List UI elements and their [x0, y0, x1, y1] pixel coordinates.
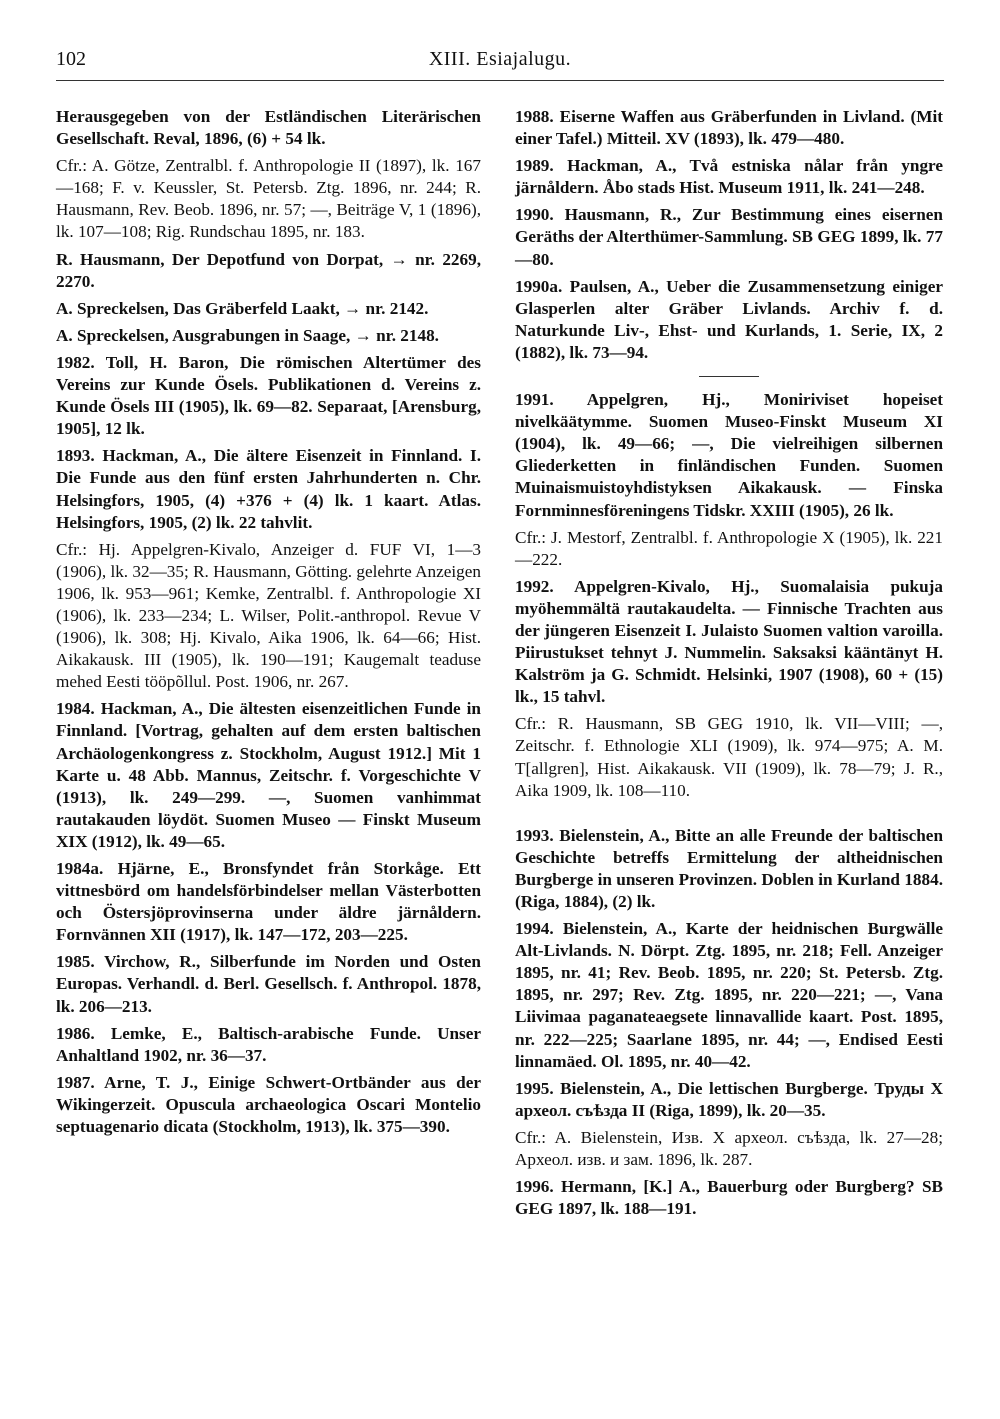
entry-1995: 1995. Bielenstein, A., Die lettischen Burgberge. Труды X археол. съѣзда II (Riga, 1899), lk. 20—35. — [515, 1078, 943, 1120]
entry-1984a: 1984a. Hjärne, E., Bronsfyndet från Storkåge. Ett vittnesbörd om handelsförbindelser mellan Västerbotten och Östersjöprovinserna under äldre järnåldern. Fornvännen XII (1917), lk. 147—172, 203—225. — [56, 859, 481, 945]
entry-1991-review: Cfr.: J. Mestorf, Zentralbl. f. Anthropologie X (1905), lk. 221—222. — [515, 527, 943, 569]
entry-1893-review: Cfr.: Hj. Appelgren-Kivalo, Anzeiger d. FUF VI, 1—3 (1906), lk. 32—35; R. Hausmann, Götting. gelehrte Anzeigen 1906, lk. 953—961; Kemke, Zentralbl. f. Anthropologie XI (1906), lk. 233—234; L. Wilser, Polit.-anthropol. Revue V (1906), lk. 308; Hj. Kivalo, Aika 1906, lk. 64—66; Hist. Aikakausk. III (1905), lk. 190—191; Kaugemalt teaduse mehed Eesti tööpõllul. Post. 1906, nr. 267. — [56, 539, 481, 692]
entry-1989: 1989. Hackman, A., Två estniska nålar från yngre järnåldern. Åbo stads Hist. Museum 1911, lk. 241—248. — [515, 156, 943, 198]
entry-1986: 1986. Lemke, E., Baltisch-arabische Funde. Unser Anhaltland 1902, nr. 36—37. — [56, 1023, 481, 1065]
entry-1982: 1982. Toll, H. Baron, Die römischen Altertümer des Vereins zur Kunde Ösels. Publikationen d. Vereins z. Kunde Ösels III (1905), lk. 69—82. Separaat, [Arensburg, 1905], 12 lk. — [56, 352, 481, 439]
entry-1985: 1985. Virchow, R., Silberfunde im Norden und Osten Europas. Verhandl. d. Berl. Gesellsch. f. Anthropol. 1878, lk. 206—213. — [56, 952, 481, 1016]
entry-1994: 1994. Bielenstein, A., Karte der heidnischen Burgwälle Alt-Livlands. N. Dörpt. Ztg. 1895, nr. 218; Fell. Anzeiger 1895, nr. 41; Rev. Beob. 1895, nr. 220; St. Petersb. Ztg. 1895, nr. 297; Rev. Ztg. 1895, nr. 220—221; —, Vana Liivimaa paganateaegsete linnavallide kaart. Post. 1895, nr. 222—225; Saarlane 1895, nr. 44; —, Endised Eesti linnamäed. Ol. 1895, nr. 40—42. — [515, 919, 943, 1071]
page-header — [56, 48, 944, 78]
cross-reference-hausmann: R. Hausmann, Der Depotfund von Dorpat, → nr. 2269, 2270. — [56, 249, 481, 291]
entry-1893: 1893. Hackman, A., Die ältere Eisenzeit in Finnland. I. Die Funde aus den fünf ersten Jahrhunderten n. Chr. Helsingfors, 1905, (4) +376 + (4) lk. 1 kaart. Atlas. Helsingfors, 1905, (2) lk. 22 tahvlit. — [56, 446, 481, 532]
entry-1996: 1996. Hermann, [K.] A., Bauerburg oder Burgberg? SB GEG 1897, lk. 188—191. — [515, 1177, 943, 1219]
entry-continued: Herausgegeben von der Estländischen Literärischen Gesellschaft. Reval, 1896, (6) + 54 lk. — [56, 107, 481, 149]
entry-1991: 1991. Appelgren, Hj., Moniriviset hopeiset nivelkäätymme. Suomen Museo-Finskt Museum XI (1904), lk. 49—66; —, Die vielreihigen silbernen Gliederketten in finländischen Funden. Suomen Muinaismuistoyhdistyksen Aikakausk. — Finska Fornminnesföreningens Tidskr. XXIII (1905), 26 lk. — [515, 390, 943, 520]
section-gap — [515, 807, 943, 825]
entry-1992-review: Cfr.: R. Hausmann, SB GEG 1910, lk. VII—VIII; —, Zeitschr. f. Ethnologie XLI (1909), lk. 974—975; A. M. T[allgren], Hist. Aikakausk. VII (1909), lk. 78—79; J. R., Aika 1909, lk. 108—110. — [515, 714, 943, 800]
entry-1988: 1988. Eiserne Waffen aus Gräberfunden in Livland. (Mit einer Tafel.) Mitteil. XV (1893), lk. 479—480. — [515, 107, 943, 149]
page-number: 102 — [56, 48, 86, 70]
entry-1990: 1990. Hausmann, R., Zur Bestimmung eines eisernen Geräths der Alterthümer-Sammlung. SB GEG 1899, lk. 77—80. — [515, 205, 943, 269]
left-column — [56, 106, 481, 1143]
section-separator — [699, 376, 759, 377]
running-title: XIII. Esiajalugu. — [428, 48, 572, 70]
entry-continued-review: Cfr.: A. Götze, Zentralbl. f. Anthropologie II (1897), lk. 167—168; F. v. Keussler, St. Petersb. Ztg. 1896, nr. 244; R. Hausmann, Rev. Beob. 1896, nr. 57; —, Beiträge V, 1 (1896), lk. 107—108; Rig. Rundschau 1895, nr. 183. — [56, 156, 481, 242]
header-rule — [56, 80, 944, 81]
entry-1987: 1987. Arne, T. J., Einige Schwert-Ortbänder aus der Wikingerzeit. Opuscula archaeologica Oscari Montelio septuagenario dicata (Stockholm, 1913), lk. 375—390. — [56, 1072, 481, 1137]
entry-1993: 1993. Bielenstein, A., Bitte an alle Freunde der baltischen Geschichte betreffs Ermittelung der altheidnischen Burgberge in unseren Provinzen. Doblen in Kurland 1884. (Riga, 1884), (2) lk. — [515, 825, 943, 911]
right-column — [515, 106, 943, 1225]
cross-reference-spreckelsen-laakt: A. Spreckelsen, Das Gräberfeld Laakt, → nr. 2142. — [56, 298, 429, 318]
cross-reference-spreckelsen-saage: A. Spreckelsen, Ausgrabungen in Saage, → nr. 2148. — [56, 325, 439, 345]
entry-1995-review: Cfr.: A. Bielenstein, Изв. X археол. съѣзда, lk. 27—28; Археол. изв. и зам. 1896, lk. 287. — [515, 1127, 943, 1170]
entry-1992: 1992. Appelgren-Kivalo, Hj., Suomalaisia pukuja myöhemmältä rautakaudelta. — Finnische Trachten aus der jüngeren Eisenzeit I. Julaisto Suomen valtion varoilla. Piirustukset tehnyt J. Nummelin. Saksaksi kääntänyt H. Kalström ja G. Schmidt. Helsinki, 1907 (1908), 60 + (15) lk., 15 tahvl. — [515, 576, 943, 707]
entry-1984: 1984. Hackman, A., Die ältesten eisenzeitlichen Funde in Finnland. [Vortrag, gehalten auf dem ersten baltischen Archäologenkongress z. Stockholm, August 1912.] Mit 1 Karte u. 48 Abb. Mannus, Zeitschr. f. Vorgeschichte V (1913), lk. 249—299. —, Suomen vanhimmat rautakauden löydöt. Suomen Museo — Finskt Museum XIX (1912), lk. 49—65. — [56, 699, 481, 851]
entry-1990a: 1990a. Paulsen, A., Ueber die Zusammensetzung einiger Glasperlen alter Gräber Livlands. Archiv f. d. Naturkunde Liv-, Ehst- und Kurlands, 1. Serie, IX, 2 (1882), lk. 73—94. — [515, 276, 943, 362]
